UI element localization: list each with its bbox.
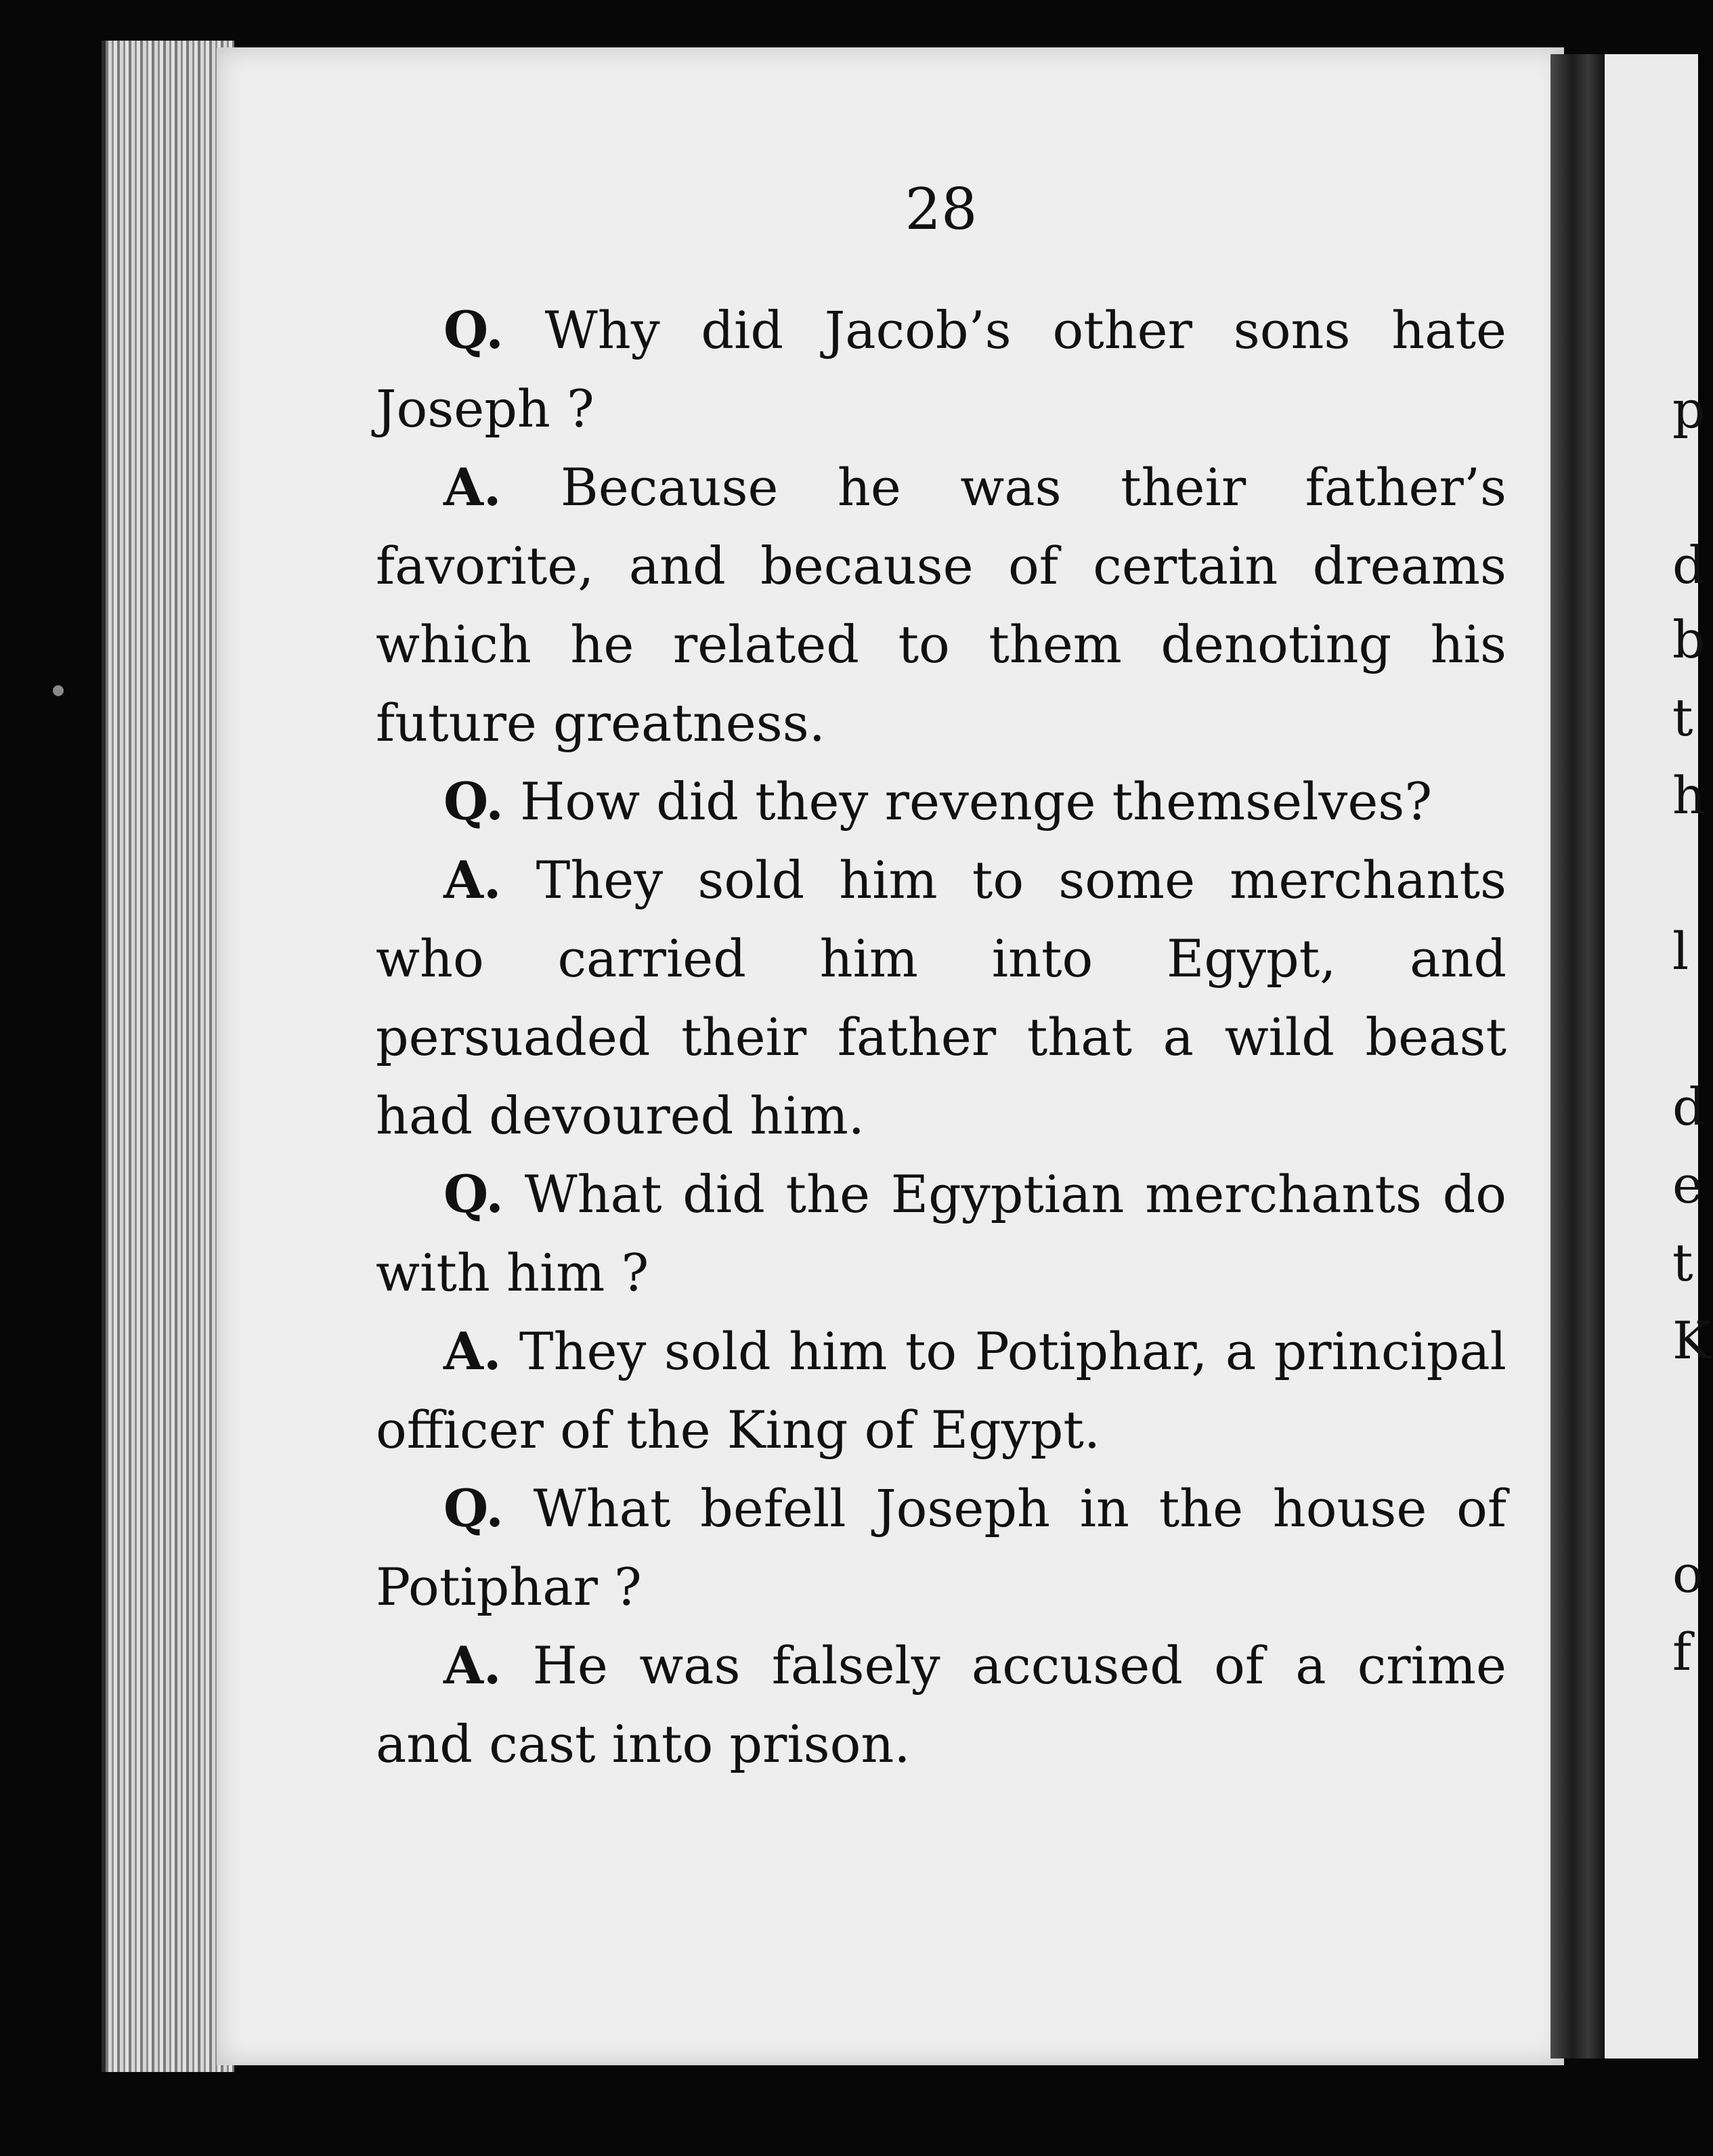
answer-text: They sold him to Potiphar, a principal officer of the King of Egypt. — [376, 1321, 1506, 1460]
facing-page — [1605, 54, 1698, 2058]
answer-text: They sold him to some merchants who carried him into Egypt, and persuaded their father that a wild beast had devoured him. — [376, 850, 1506, 1146]
facing-fragment: l — [1672, 921, 1689, 981]
q-marker: Q. — [443, 1478, 504, 1538]
facing-fragment: d — [1672, 535, 1706, 595]
facing-fragment: o — [1672, 1544, 1704, 1604]
question-text: How did they revenge themselves? — [520, 771, 1433, 832]
question-1 — [376, 291, 1506, 448]
answer-4 — [376, 1626, 1506, 1784]
facing-fragment: p — [1672, 379, 1706, 439]
facing-fragment: K — [1672, 1310, 1711, 1371]
question-text: Why did Jacob’s other sons hate Joseph ? — [376, 300, 1506, 439]
a-marker: A. — [443, 457, 502, 517]
answer-1 — [376, 448, 1506, 762]
answer-2 — [376, 841, 1506, 1155]
question-text: What befell Joseph in the house of Potiphar ? — [376, 1478, 1506, 1617]
answer-text: He was falsely accused of a crime and cast into prison. — [376, 1635, 1506, 1774]
a-marker: A. — [443, 850, 502, 910]
a-marker: A. — [443, 1321, 502, 1381]
facing-fragment: h — [1672, 765, 1706, 825]
question-2 — [376, 762, 1506, 841]
book-gutter — [1551, 54, 1605, 2058]
facing-fragment: e — [1672, 1155, 1703, 1215]
q-marker: Q. — [443, 771, 504, 832]
q-marker: Q. — [443, 1164, 504, 1224]
a-marker: A. — [443, 1635, 502, 1696]
answer-text: Because he was their father’s favorite, and because of certain dreams which he related to them denoting his future greatness. — [376, 457, 1506, 753]
question-3 — [376, 1155, 1506, 1312]
question-text: What did the Egyptian merchants do with him ? — [376, 1164, 1506, 1303]
scan-speck — [53, 685, 64, 696]
page-edges — [102, 41, 234, 2072]
facing-fragment: t — [1672, 1232, 1693, 1293]
facing-fragment: t — [1672, 687, 1693, 748]
facing-fragment: f — [1672, 1622, 1692, 1682]
page-number: 28 — [905, 176, 978, 242]
facing-fragment: b — [1672, 609, 1706, 670]
question-4 — [376, 1469, 1506, 1626]
q-marker: Q. — [443, 300, 504, 360]
catechism-text — [376, 291, 1506, 1784]
facing-fragment: d — [1672, 1077, 1706, 1137]
answer-3 — [376, 1312, 1506, 1469]
